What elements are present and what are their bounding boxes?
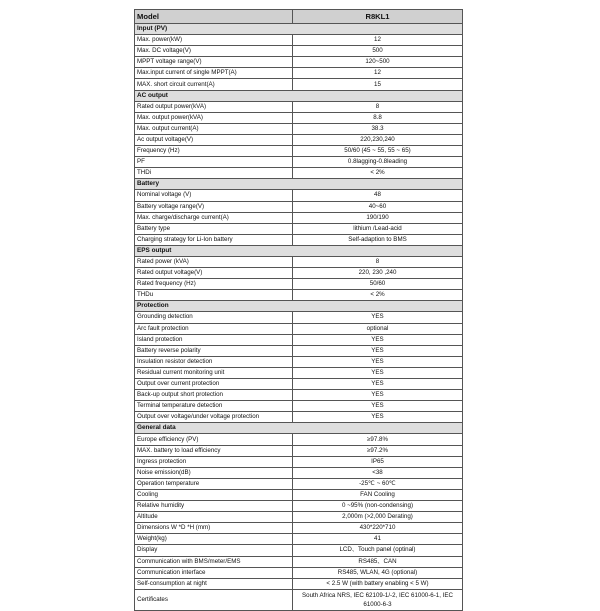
spec-row	[135, 356, 463, 367]
spec-label: THDu	[135, 290, 293, 301]
spec-label: Max. charge/discharge current(A)	[135, 212, 293, 223]
spec-value: ≥97.2%	[293, 445, 463, 456]
section-title: Battery	[135, 179, 463, 190]
spec-row	[135, 79, 463, 90]
spec-row	[135, 445, 463, 456]
spec-value: IP65	[293, 456, 463, 467]
spec-value: YES	[293, 367, 463, 378]
spec-row	[135, 190, 463, 201]
spec-row	[135, 312, 463, 323]
spec-row	[135, 123, 463, 134]
spec-value: 40~60	[293, 201, 463, 212]
spec-row	[135, 46, 463, 57]
spec-label: Ac output voltage(V)	[135, 134, 293, 145]
spec-label: Max. output power(kVA)	[135, 112, 293, 123]
spec-value: YES	[293, 390, 463, 401]
spec-label: Insulation resistor detection	[135, 356, 293, 367]
spec-value: < 2%	[293, 168, 463, 179]
spec-value: FAN Cooling	[293, 489, 463, 500]
spec-value: YES	[293, 401, 463, 412]
spec-label: Altitude	[135, 512, 293, 523]
section-header-row	[135, 301, 463, 312]
spec-row	[135, 112, 463, 123]
section-title: General data	[135, 423, 463, 434]
spec-label: Communication interface	[135, 567, 293, 578]
spec-value: 8	[293, 256, 463, 267]
section-title: EPS output	[135, 245, 463, 256]
spec-label: Relative humidity	[135, 501, 293, 512]
spec-row	[135, 534, 463, 545]
section-title: AC output	[135, 90, 463, 101]
spec-value: YES	[293, 345, 463, 356]
spec-label: Weight(kg)	[135, 534, 293, 545]
spec-row	[135, 57, 463, 68]
spec-value: Self-adaption to BMS	[293, 234, 463, 245]
spec-label: THDi	[135, 168, 293, 179]
spec-value: 15	[293, 79, 463, 90]
spec-label: Grounding detection	[135, 312, 293, 323]
spec-row	[135, 279, 463, 290]
spec-label: Output over voltage/under voltage protection	[135, 412, 293, 423]
spec-row	[135, 556, 463, 567]
spec-row	[135, 512, 463, 523]
spec-label: MPPT voltage range(V)	[135, 57, 293, 68]
section-title: Input (PV)	[135, 24, 463, 35]
spec-label: Rated output voltage(V)	[135, 268, 293, 279]
spec-value: South Africa NRS, IEC 62109-1/-2, IEC 61000-6-1, IEC 61000-6-3	[293, 589, 463, 610]
spec-label: Frequency (Hz)	[135, 146, 293, 157]
spec-label: Dimensions W *D *H (mm)	[135, 523, 293, 534]
spec-label: Max. power(kW)	[135, 35, 293, 46]
spec-value: 190/190	[293, 212, 463, 223]
spec-value: 500	[293, 46, 463, 57]
section-header-row	[135, 179, 463, 190]
spec-value: 220, 230 ,240	[293, 268, 463, 279]
spec-label: Battery type	[135, 223, 293, 234]
spec-row	[135, 290, 463, 301]
spec-row	[135, 390, 463, 401]
spec-row	[135, 523, 463, 534]
section-header-row	[135, 24, 463, 35]
spec-label: Max. output current(A)	[135, 123, 293, 134]
spec-row	[135, 101, 463, 112]
spec-value: YES	[293, 334, 463, 345]
header-label: Model	[135, 10, 293, 24]
spec-value: ≥97.8%	[293, 434, 463, 445]
spec-label: Back-up output short protection	[135, 390, 293, 401]
spec-row	[135, 412, 463, 423]
spec-value: 2,000m (>2,000 Derating)	[293, 512, 463, 523]
spec-label: Ingress protection	[135, 456, 293, 467]
spec-row	[135, 578, 463, 589]
spec-row	[135, 223, 463, 234]
spec-row	[135, 35, 463, 46]
spec-row	[135, 168, 463, 179]
spec-value: RS485、CAN	[293, 556, 463, 567]
spec-row	[135, 489, 463, 500]
spec-row	[135, 157, 463, 168]
spec-label: Terminal temperature detection	[135, 401, 293, 412]
spec-label: Output over current protection	[135, 379, 293, 390]
spec-row	[135, 379, 463, 390]
spec-label: Rated power (kVA)	[135, 256, 293, 267]
spec-value: YES	[293, 312, 463, 323]
spec-value: 12	[293, 68, 463, 79]
spec-row	[135, 201, 463, 212]
spec-row	[135, 501, 463, 512]
spec-row	[135, 545, 463, 556]
spec-value: 41	[293, 534, 463, 545]
spec-value: lithium /Lead-acid	[293, 223, 463, 234]
table-header-row	[135, 10, 463, 24]
spec-value: 430*220*710	[293, 523, 463, 534]
spec-label: MAX. battery to load efficiency	[135, 445, 293, 456]
spec-value: optional	[293, 323, 463, 334]
spec-label: Operation temperature	[135, 478, 293, 489]
header-value: R8KL1	[293, 10, 463, 24]
spec-label: PF	[135, 157, 293, 168]
spec-row	[135, 323, 463, 334]
spec-value: 48	[293, 190, 463, 201]
spec-label: Residual current monitoring unit	[135, 367, 293, 378]
spec-row	[135, 268, 463, 279]
spec-label: Noise emission(dB)	[135, 467, 293, 478]
spec-value: < 2%	[293, 290, 463, 301]
spec-row	[135, 401, 463, 412]
spec-row	[135, 146, 463, 157]
spec-label: Battery reverse polarity	[135, 345, 293, 356]
section-header-row	[135, 245, 463, 256]
spec-label: Max. DC voltage(V)	[135, 46, 293, 57]
spec-value: YES	[293, 356, 463, 367]
spec-value: 120~500	[293, 57, 463, 68]
spec-label: Arc fault protection	[135, 323, 293, 334]
spec-row	[135, 434, 463, 445]
spec-label: Max.input current of single MPPT(A)	[135, 68, 293, 79]
spec-value: < 2.5 W (with battery enabling < 5 W)	[293, 578, 463, 589]
spec-label: Communication with BMS/meter/EMS	[135, 556, 293, 567]
spec-row	[135, 478, 463, 489]
spec-label: Europe efficiency (PV)	[135, 434, 293, 445]
spec-value: 12	[293, 35, 463, 46]
spec-label: Display	[135, 545, 293, 556]
spec-row	[135, 467, 463, 478]
spec-label: Battery voltage range(V)	[135, 201, 293, 212]
spec-value: 220,230,240	[293, 134, 463, 145]
spec-label: Cooling	[135, 489, 293, 500]
spec-row	[135, 68, 463, 79]
spec-value: YES	[293, 412, 463, 423]
spec-row	[135, 367, 463, 378]
spec-label: Certificates	[135, 589, 293, 610]
spec-label: Rated output power(kVA)	[135, 101, 293, 112]
spec-value: <38	[293, 467, 463, 478]
spec-value: 38.3	[293, 123, 463, 134]
spec-row	[135, 334, 463, 345]
spec-row	[135, 567, 463, 578]
spec-value: 8.8	[293, 112, 463, 123]
spec-value: 50/60	[293, 279, 463, 290]
spec-row	[135, 212, 463, 223]
spec-row	[135, 134, 463, 145]
spec-value: LCD、Touch panel (optinal)	[293, 545, 463, 556]
spec-value: RS485, WLAN, 4G (optional)	[293, 567, 463, 578]
spec-table-body	[135, 10, 463, 611]
spec-value: YES	[293, 379, 463, 390]
spec-label: Self-consumption at night	[135, 578, 293, 589]
section-title: Protection	[135, 301, 463, 312]
spec-value: 0.8lagging-0.8leading	[293, 157, 463, 168]
spec-value: -25℃ ~ 60℃	[293, 478, 463, 489]
spec-value: 50/60 (45 ~ 55, 55 ~ 65)	[293, 146, 463, 157]
spec-value: 0 ~95% (non-condensing)	[293, 501, 463, 512]
section-header-row	[135, 423, 463, 434]
spec-row	[135, 256, 463, 267]
spec-label: Charging strategy for Li-Ion battery	[135, 234, 293, 245]
spec-label: Island protection	[135, 334, 293, 345]
spec-table	[134, 9, 463, 611]
spec-row	[135, 345, 463, 356]
section-header-row	[135, 90, 463, 101]
spec-row	[135, 456, 463, 467]
spec-label: Nominal voltage (V)	[135, 190, 293, 201]
spec-row	[135, 234, 463, 245]
spec-value: 8	[293, 101, 463, 112]
spec-label: MAX. short circuit current(A)	[135, 79, 293, 90]
spec-label: Rated frequency (Hz)	[135, 279, 293, 290]
